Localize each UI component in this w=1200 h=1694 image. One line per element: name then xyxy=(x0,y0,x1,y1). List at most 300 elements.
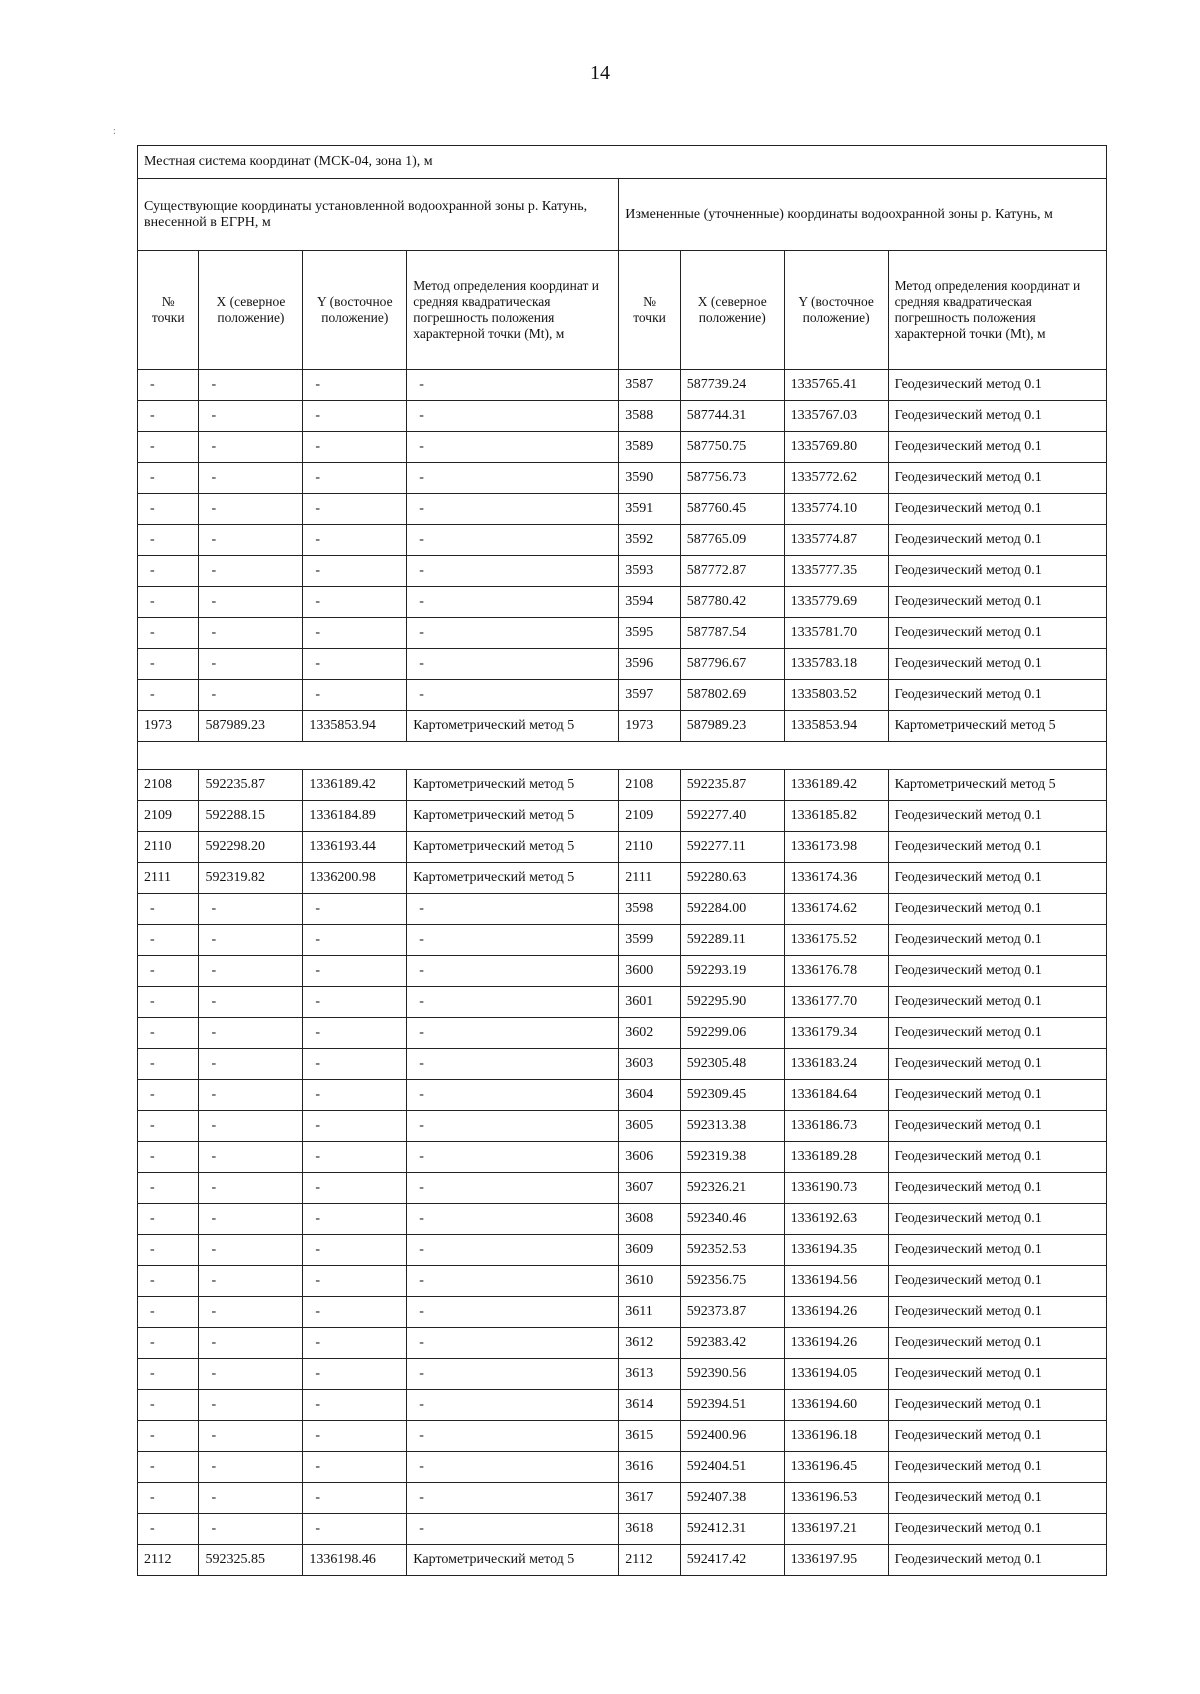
updated-point-number-cell: 3600 xyxy=(619,956,680,987)
existing-point-number-cell: - xyxy=(138,370,199,401)
existing-point-number-cell: 2111 xyxy=(138,863,199,894)
existing-x-coordinate-cell: - xyxy=(199,1142,303,1173)
updated-x-coordinate-cell: 592309.45 xyxy=(680,1080,784,1111)
table-row xyxy=(138,680,1107,711)
existing-point-number-cell: - xyxy=(138,894,199,925)
existing-method-cell: - xyxy=(407,494,619,525)
existing-x-coordinate-cell: - xyxy=(199,1514,303,1545)
existing-y-coordinate-cell: 1336200.98 xyxy=(303,863,407,894)
existing-method-cell: - xyxy=(407,649,619,680)
existing-y-coordinate-cell: - xyxy=(303,432,407,463)
updated-method-cell: Геодезический метод 0.1 xyxy=(888,1421,1106,1452)
existing-method-cell: - xyxy=(407,925,619,956)
existing-x-coordinate-cell: - xyxy=(199,987,303,1018)
existing-y-coordinate-cell: - xyxy=(303,956,407,987)
page-number: 14 xyxy=(590,62,610,84)
updated-point-number-cell: 3589 xyxy=(619,432,680,463)
existing-y-coordinate-cell: - xyxy=(303,494,407,525)
table-row xyxy=(138,1235,1107,1266)
header-point-number: № точки xyxy=(619,251,680,370)
existing-point-number-cell: - xyxy=(138,1452,199,1483)
existing-coordinates-title: Существующие координаты установленной водоохранной зоны р. Катунь, внесенной в ЕГРН, м xyxy=(138,179,619,251)
updated-point-number-cell: 3602 xyxy=(619,1018,680,1049)
existing-x-coordinate-cell: 587989.23 xyxy=(199,711,303,742)
existing-x-coordinate-cell: - xyxy=(199,1483,303,1514)
existing-point-number-cell: - xyxy=(138,1049,199,1080)
updated-point-number-cell: 3597 xyxy=(619,680,680,711)
table-row xyxy=(138,1204,1107,1235)
updated-point-number-cell: 3596 xyxy=(619,649,680,680)
existing-point-number-cell: - xyxy=(138,525,199,556)
existing-y-coordinate-cell: 1336189.42 xyxy=(303,770,407,801)
updated-method-cell: Геодезический метод 0.1 xyxy=(888,1297,1106,1328)
updated-x-coordinate-cell: 592356.75 xyxy=(680,1266,784,1297)
existing-method-cell: - xyxy=(407,1049,619,1080)
updated-y-coordinate-cell: 1336186.73 xyxy=(784,1111,888,1142)
updated-y-coordinate-cell: 1335853.94 xyxy=(784,711,888,742)
updated-method-cell: Геодезический метод 0.1 xyxy=(888,1266,1106,1297)
existing-x-coordinate-cell: - xyxy=(199,618,303,649)
updated-method-cell: Геодезический метод 0.1 xyxy=(888,401,1106,432)
updated-point-number-cell: 3594 xyxy=(619,587,680,618)
existing-y-coordinate-cell: - xyxy=(303,587,407,618)
existing-point-number-cell: - xyxy=(138,1297,199,1328)
existing-method-cell: - xyxy=(407,1204,619,1235)
updated-x-coordinate-cell: 587756.73 xyxy=(680,463,784,494)
existing-x-coordinate-cell: - xyxy=(199,432,303,463)
updated-point-number-cell: 3608 xyxy=(619,1204,680,1235)
updated-point-number-cell: 3592 xyxy=(619,525,680,556)
updated-x-coordinate-cell: 587989.23 xyxy=(680,711,784,742)
existing-y-coordinate-cell: - xyxy=(303,463,407,494)
existing-x-coordinate-cell: - xyxy=(199,525,303,556)
existing-y-coordinate-cell: - xyxy=(303,680,407,711)
updated-method-cell: Геодезический метод 0.1 xyxy=(888,1483,1106,1514)
existing-point-number-cell: - xyxy=(138,1018,199,1049)
updated-y-coordinate-cell: 1336197.21 xyxy=(784,1514,888,1545)
updated-y-coordinate-cell: 1336194.05 xyxy=(784,1359,888,1390)
updated-point-number-cell: 3607 xyxy=(619,1173,680,1204)
existing-method-cell: - xyxy=(407,894,619,925)
updated-x-coordinate-cell: 592383.42 xyxy=(680,1328,784,1359)
updated-y-coordinate-cell: 1336179.34 xyxy=(784,1018,888,1049)
updated-point-number-cell: 3595 xyxy=(619,618,680,649)
updated-x-coordinate-cell: 592340.46 xyxy=(680,1204,784,1235)
existing-point-number-cell: - xyxy=(138,432,199,463)
updated-point-number-cell: 3598 xyxy=(619,894,680,925)
updated-y-coordinate-cell: 1336185.82 xyxy=(784,801,888,832)
header-x-north: X (северное положение) xyxy=(680,251,784,370)
existing-x-coordinate-cell: - xyxy=(199,1018,303,1049)
existing-y-coordinate-cell: - xyxy=(303,1359,407,1390)
table-row xyxy=(138,370,1107,401)
existing-method-cell: - xyxy=(407,370,619,401)
table-row xyxy=(138,801,1107,832)
updated-y-coordinate-cell: 1335772.62 xyxy=(784,463,888,494)
updated-y-coordinate-cell: 1336184.64 xyxy=(784,1080,888,1111)
table-row xyxy=(138,1421,1107,1452)
existing-method-cell: Картометрический метод 5 xyxy=(407,711,619,742)
updated-point-number-cell: 3590 xyxy=(619,463,680,494)
updated-method-cell: Геодезический метод 0.1 xyxy=(888,680,1106,711)
existing-method-cell: - xyxy=(407,1452,619,1483)
updated-method-cell: Геодезический метод 0.1 xyxy=(888,987,1106,1018)
existing-method-cell: Картометрический метод 5 xyxy=(407,801,619,832)
updated-point-number-cell: 3606 xyxy=(619,1142,680,1173)
existing-y-coordinate-cell: - xyxy=(303,894,407,925)
existing-y-coordinate-cell: - xyxy=(303,1452,407,1483)
table-row xyxy=(138,956,1107,987)
updated-x-coordinate-cell: 592352.53 xyxy=(680,1235,784,1266)
updated-x-coordinate-cell: 592326.21 xyxy=(680,1173,784,1204)
existing-y-coordinate-cell: - xyxy=(303,1297,407,1328)
updated-y-coordinate-cell: 1335777.35 xyxy=(784,556,888,587)
updated-y-coordinate-cell: 1335774.10 xyxy=(784,494,888,525)
existing-x-coordinate-cell: - xyxy=(199,1297,303,1328)
updated-x-coordinate-cell: 592235.87 xyxy=(680,770,784,801)
table-row xyxy=(138,1483,1107,1514)
table-row xyxy=(138,1514,1107,1545)
header-y-east: Y (восточное положение) xyxy=(303,251,407,370)
updated-x-coordinate-cell: 587802.69 xyxy=(680,680,784,711)
existing-method-cell: - xyxy=(407,1111,619,1142)
updated-x-coordinate-cell: 592277.11 xyxy=(680,832,784,863)
updated-point-number-cell: 2108 xyxy=(619,770,680,801)
existing-y-coordinate-cell: 1335853.94 xyxy=(303,711,407,742)
updated-point-number-cell: 1973 xyxy=(619,711,680,742)
updated-point-number-cell: 3614 xyxy=(619,1390,680,1421)
existing-point-number-cell: - xyxy=(138,1328,199,1359)
table-row xyxy=(138,494,1107,525)
updated-method-cell: Геодезический метод 0.1 xyxy=(888,463,1106,494)
updated-y-coordinate-cell: 1336177.70 xyxy=(784,987,888,1018)
updated-x-coordinate-cell: 592280.63 xyxy=(680,863,784,894)
updated-point-number-cell: 3615 xyxy=(619,1421,680,1452)
existing-y-coordinate-cell: 1336198.46 xyxy=(303,1545,407,1576)
existing-y-coordinate-cell: - xyxy=(303,1204,407,1235)
existing-x-coordinate-cell: - xyxy=(199,1173,303,1204)
existing-y-coordinate-cell: - xyxy=(303,1421,407,1452)
updated-y-coordinate-cell: 1335803.52 xyxy=(784,680,888,711)
existing-point-number-cell: - xyxy=(138,1142,199,1173)
table-row xyxy=(138,649,1107,680)
group-separator-row xyxy=(138,742,1107,770)
table-caption: Местная система координат (МСК-04, зона 1), м xyxy=(138,146,1107,179)
updated-point-number-cell: 3593 xyxy=(619,556,680,587)
existing-y-coordinate-cell: - xyxy=(303,1483,407,1514)
updated-y-coordinate-cell: 1336173.98 xyxy=(784,832,888,863)
existing-y-coordinate-cell: - xyxy=(303,618,407,649)
existing-method-cell: - xyxy=(407,556,619,587)
updated-point-number-cell: 3609 xyxy=(619,1235,680,1266)
existing-point-number-cell: - xyxy=(138,1266,199,1297)
scan-mark: : xyxy=(113,126,116,137)
updated-x-coordinate-cell: 592407.38 xyxy=(680,1483,784,1514)
updated-point-number-cell: 3618 xyxy=(619,1514,680,1545)
existing-point-number-cell: - xyxy=(138,494,199,525)
updated-y-coordinate-cell: 1335781.70 xyxy=(784,618,888,649)
existing-y-coordinate-cell: - xyxy=(303,649,407,680)
existing-x-coordinate-cell: - xyxy=(199,680,303,711)
updated-y-coordinate-cell: 1336197.95 xyxy=(784,1545,888,1576)
table-row xyxy=(138,1545,1107,1576)
updated-method-cell: Геодезический метод 0.1 xyxy=(888,956,1106,987)
existing-point-number-cell: - xyxy=(138,1204,199,1235)
existing-method-cell: - xyxy=(407,1359,619,1390)
existing-y-coordinate-cell: - xyxy=(303,401,407,432)
existing-point-number-cell: - xyxy=(138,1359,199,1390)
updated-x-coordinate-cell: 592390.56 xyxy=(680,1359,784,1390)
updated-x-coordinate-cell: 592284.00 xyxy=(680,894,784,925)
updated-x-coordinate-cell: 592295.90 xyxy=(680,987,784,1018)
updated-coordinates-title: Измененные (уточненные) координаты водоохранной зоны р. Катунь, м xyxy=(619,179,1107,251)
existing-point-number-cell: 2112 xyxy=(138,1545,199,1576)
table-row xyxy=(138,525,1107,556)
existing-y-coordinate-cell: - xyxy=(303,925,407,956)
updated-x-coordinate-cell: 587772.87 xyxy=(680,556,784,587)
updated-point-number-cell: 2110 xyxy=(619,832,680,863)
updated-method-cell: Геодезический метод 0.1 xyxy=(888,432,1106,463)
existing-point-number-cell: - xyxy=(138,463,199,494)
updated-point-number-cell: 2111 xyxy=(619,863,680,894)
existing-y-coordinate-cell: - xyxy=(303,556,407,587)
existing-x-coordinate-cell: 592288.15 xyxy=(199,801,303,832)
updated-point-number-cell: 3601 xyxy=(619,987,680,1018)
table-row xyxy=(138,463,1107,494)
updated-method-cell: Геодезический метод 0.1 xyxy=(888,1080,1106,1111)
updated-method-cell: Картометрический метод 5 xyxy=(888,711,1106,742)
updated-x-coordinate-cell: 592373.87 xyxy=(680,1297,784,1328)
existing-point-number-cell: - xyxy=(138,1111,199,1142)
header-method: Метод определения координат и средняя квадратическая погрешность положения характерной точки (Mt), м xyxy=(888,251,1106,370)
table-row xyxy=(138,1452,1107,1483)
existing-point-number-cell: - xyxy=(138,1390,199,1421)
existing-method-cell: - xyxy=(407,987,619,1018)
updated-x-coordinate-cell: 592404.51 xyxy=(680,1452,784,1483)
table-row xyxy=(138,1018,1107,1049)
updated-y-coordinate-cell: 1336196.45 xyxy=(784,1452,888,1483)
existing-x-coordinate-cell: 592298.20 xyxy=(199,832,303,863)
updated-y-coordinate-cell: 1336174.36 xyxy=(784,863,888,894)
updated-method-cell: Геодезический метод 0.1 xyxy=(888,525,1106,556)
existing-y-coordinate-cell: 1336184.89 xyxy=(303,801,407,832)
existing-method-cell: - xyxy=(407,1235,619,1266)
existing-point-number-cell: - xyxy=(138,680,199,711)
existing-method-cell: - xyxy=(407,1142,619,1173)
existing-x-coordinate-cell: 592319.82 xyxy=(199,863,303,894)
table-row xyxy=(138,1266,1107,1297)
updated-y-coordinate-cell: 1335767.03 xyxy=(784,401,888,432)
updated-y-coordinate-cell: 1336174.62 xyxy=(784,894,888,925)
existing-x-coordinate-cell: - xyxy=(199,649,303,680)
updated-x-coordinate-cell: 592400.96 xyxy=(680,1421,784,1452)
updated-point-number-cell: 3587 xyxy=(619,370,680,401)
existing-x-coordinate-cell: - xyxy=(199,587,303,618)
existing-method-cell: - xyxy=(407,1421,619,1452)
existing-point-number-cell: 2108 xyxy=(138,770,199,801)
header-x-north: X (северное положение) xyxy=(199,251,303,370)
existing-method-cell: - xyxy=(407,401,619,432)
existing-point-number-cell: 2110 xyxy=(138,832,199,863)
table-row xyxy=(138,987,1107,1018)
updated-x-coordinate-cell: 587765.09 xyxy=(680,525,784,556)
existing-point-number-cell: 1973 xyxy=(138,711,199,742)
updated-method-cell: Геодезический метод 0.1 xyxy=(888,494,1106,525)
existing-x-coordinate-cell: - xyxy=(199,1080,303,1111)
existing-y-coordinate-cell: - xyxy=(303,1173,407,1204)
existing-point-number-cell: - xyxy=(138,649,199,680)
updated-point-number-cell: 3617 xyxy=(619,1483,680,1514)
table-row xyxy=(138,432,1107,463)
updated-method-cell: Геодезический метод 0.1 xyxy=(888,1390,1106,1421)
existing-y-coordinate-cell: - xyxy=(303,1111,407,1142)
existing-point-number-cell: - xyxy=(138,1514,199,1545)
existing-y-coordinate-cell: - xyxy=(303,370,407,401)
existing-x-coordinate-cell: - xyxy=(199,1390,303,1421)
updated-y-coordinate-cell: 1336190.73 xyxy=(784,1173,888,1204)
existing-point-number-cell: 2109 xyxy=(138,801,199,832)
updated-method-cell: Геодезический метод 0.1 xyxy=(888,1142,1106,1173)
existing-y-coordinate-cell: - xyxy=(303,1328,407,1359)
table-row xyxy=(138,1173,1107,1204)
table-row xyxy=(138,1049,1107,1080)
updated-method-cell: Геодезический метод 0.1 xyxy=(888,370,1106,401)
updated-x-coordinate-cell: 592293.19 xyxy=(680,956,784,987)
updated-point-number-cell: 3591 xyxy=(619,494,680,525)
updated-x-coordinate-cell: 587780.42 xyxy=(680,587,784,618)
existing-point-number-cell: - xyxy=(138,556,199,587)
updated-method-cell: Геодезический метод 0.1 xyxy=(888,1018,1106,1049)
existing-method-cell: - xyxy=(407,1018,619,1049)
updated-x-coordinate-cell: 587787.54 xyxy=(680,618,784,649)
table-row xyxy=(138,1111,1107,1142)
existing-y-coordinate-cell: 1336193.44 xyxy=(303,832,407,863)
table-row xyxy=(138,711,1107,742)
table-row xyxy=(138,618,1107,649)
updated-method-cell: Геодезический метод 0.1 xyxy=(888,863,1106,894)
existing-method-cell: - xyxy=(407,1080,619,1111)
updated-y-coordinate-cell: 1336196.18 xyxy=(784,1421,888,1452)
updated-point-number-cell: 3610 xyxy=(619,1266,680,1297)
existing-method-cell: Картометрический метод 5 xyxy=(407,832,619,863)
existing-y-coordinate-cell: - xyxy=(303,1266,407,1297)
updated-y-coordinate-cell: 1336194.26 xyxy=(784,1328,888,1359)
updated-y-coordinate-cell: 1336194.26 xyxy=(784,1297,888,1328)
updated-point-number-cell: 3611 xyxy=(619,1297,680,1328)
updated-point-number-cell: 2109 xyxy=(619,801,680,832)
updated-method-cell: Геодезический метод 0.1 xyxy=(888,1235,1106,1266)
header-y-east: Y (восточное положение) xyxy=(784,251,888,370)
existing-point-number-cell: - xyxy=(138,618,199,649)
existing-y-coordinate-cell: - xyxy=(303,1018,407,1049)
table-row xyxy=(138,1359,1107,1390)
updated-y-coordinate-cell: 1336183.24 xyxy=(784,1049,888,1080)
updated-x-coordinate-cell: 592319.38 xyxy=(680,1142,784,1173)
existing-method-cell: - xyxy=(407,432,619,463)
existing-point-number-cell: - xyxy=(138,925,199,956)
existing-method-cell: Картометрический метод 5 xyxy=(407,1545,619,1576)
table-row xyxy=(138,1080,1107,1111)
table-row xyxy=(138,1297,1107,1328)
existing-x-coordinate-cell: - xyxy=(199,1452,303,1483)
updated-x-coordinate-cell: 587750.75 xyxy=(680,432,784,463)
updated-y-coordinate-cell: 1335779.69 xyxy=(784,587,888,618)
existing-x-coordinate-cell: 592325.85 xyxy=(199,1545,303,1576)
existing-x-coordinate-cell: - xyxy=(199,1328,303,1359)
updated-x-coordinate-cell: 592299.06 xyxy=(680,1018,784,1049)
updated-point-number-cell: 3599 xyxy=(619,925,680,956)
updated-x-coordinate-cell: 592394.51 xyxy=(680,1390,784,1421)
existing-x-coordinate-cell: - xyxy=(199,556,303,587)
updated-point-number-cell: 3613 xyxy=(619,1359,680,1390)
existing-point-number-cell: - xyxy=(138,1235,199,1266)
existing-x-coordinate-cell: - xyxy=(199,1359,303,1390)
existing-method-cell: - xyxy=(407,1483,619,1514)
updated-y-coordinate-cell: 1336175.52 xyxy=(784,925,888,956)
existing-method-cell: - xyxy=(407,618,619,649)
updated-method-cell: Геодезический метод 0.1 xyxy=(888,801,1106,832)
updated-method-cell: Геодезический метод 0.1 xyxy=(888,556,1106,587)
table-row xyxy=(138,1142,1107,1173)
existing-x-coordinate-cell: - xyxy=(199,463,303,494)
updated-method-cell: Геодезический метод 0.1 xyxy=(888,587,1106,618)
updated-y-coordinate-cell: 1336192.63 xyxy=(784,1204,888,1235)
table-row xyxy=(138,832,1107,863)
existing-x-coordinate-cell: - xyxy=(199,370,303,401)
existing-method-cell: - xyxy=(407,1328,619,1359)
updated-point-number-cell: 3604 xyxy=(619,1080,680,1111)
existing-x-coordinate-cell: - xyxy=(199,956,303,987)
existing-y-coordinate-cell: - xyxy=(303,1390,407,1421)
existing-method-cell: - xyxy=(407,1266,619,1297)
updated-method-cell: Геодезический метод 0.1 xyxy=(888,1359,1106,1390)
updated-y-coordinate-cell: 1336194.56 xyxy=(784,1266,888,1297)
empty-separator-cell xyxy=(138,742,1107,770)
updated-point-number-cell: 3603 xyxy=(619,1049,680,1080)
table-row xyxy=(138,556,1107,587)
existing-x-coordinate-cell: - xyxy=(199,1111,303,1142)
updated-method-cell: Геодезический метод 0.1 xyxy=(888,618,1106,649)
existing-method-cell: - xyxy=(407,587,619,618)
existing-method-cell: - xyxy=(407,680,619,711)
updated-method-cell: Геодезический метод 0.1 xyxy=(888,1514,1106,1545)
existing-method-cell: - xyxy=(407,1297,619,1328)
table-row xyxy=(138,863,1107,894)
updated-x-coordinate-cell: 592417.42 xyxy=(680,1545,784,1576)
updated-point-number-cell: 3605 xyxy=(619,1111,680,1142)
existing-point-number-cell: - xyxy=(138,1173,199,1204)
updated-method-cell: Геодезический метод 0.1 xyxy=(888,1173,1106,1204)
updated-y-coordinate-cell: 1336189.42 xyxy=(784,770,888,801)
updated-y-coordinate-cell: 1335769.80 xyxy=(784,432,888,463)
existing-x-coordinate-cell: - xyxy=(199,1235,303,1266)
existing-x-coordinate-cell: - xyxy=(199,925,303,956)
coordinates-table xyxy=(137,145,1107,1576)
updated-x-coordinate-cell: 587744.31 xyxy=(680,401,784,432)
existing-x-coordinate-cell: - xyxy=(199,1266,303,1297)
existing-point-number-cell: - xyxy=(138,401,199,432)
existing-point-number-cell: - xyxy=(138,987,199,1018)
updated-x-coordinate-cell: 592305.48 xyxy=(680,1049,784,1080)
existing-y-coordinate-cell: - xyxy=(303,1142,407,1173)
updated-y-coordinate-cell: 1336196.53 xyxy=(784,1483,888,1514)
existing-method-cell: - xyxy=(407,956,619,987)
existing-x-coordinate-cell: - xyxy=(199,1421,303,1452)
updated-method-cell: Геодезический метод 0.1 xyxy=(888,1545,1106,1576)
table-row xyxy=(138,1390,1107,1421)
updated-y-coordinate-cell: 1335783.18 xyxy=(784,649,888,680)
updated-method-cell: Геодезический метод 0.1 xyxy=(888,1204,1106,1235)
